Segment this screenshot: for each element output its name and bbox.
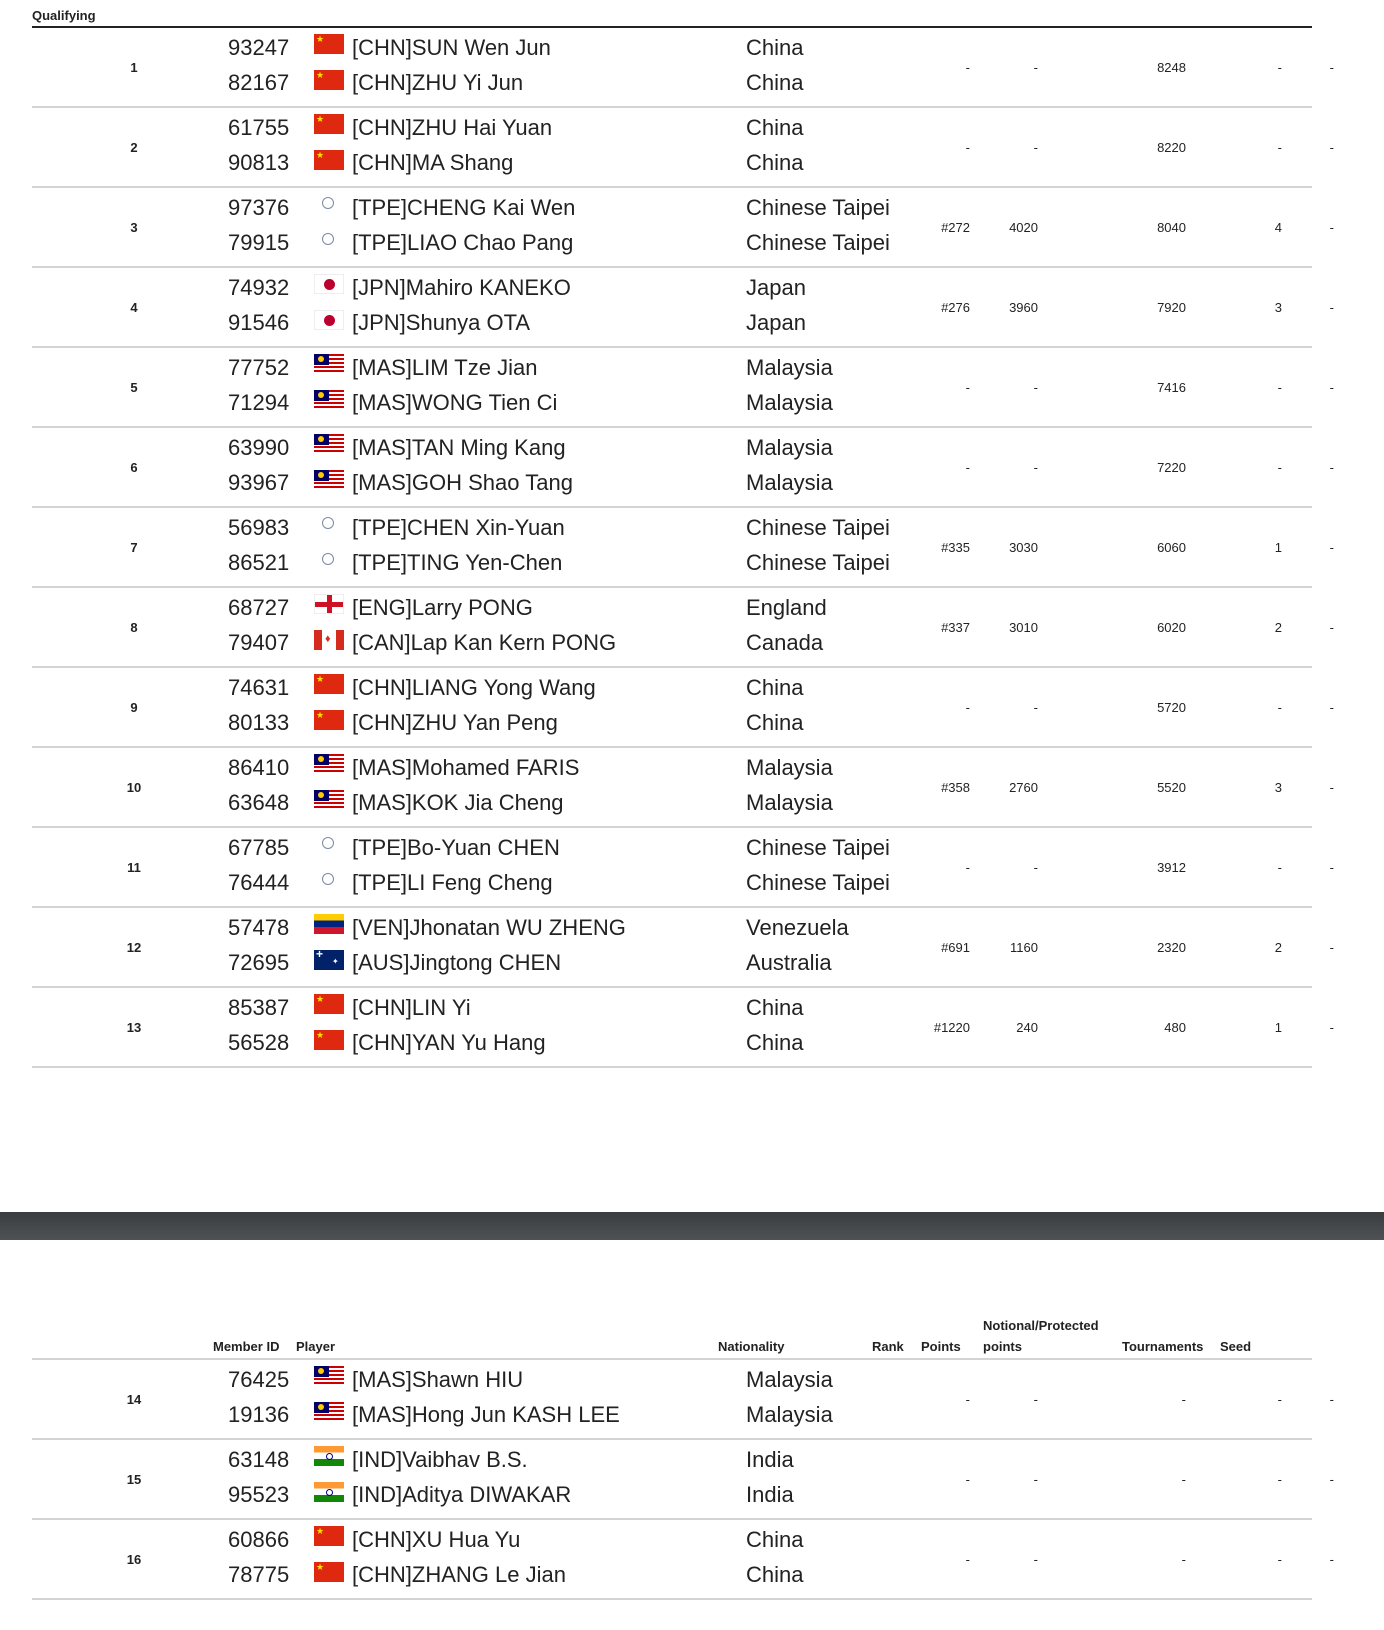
rank-value: - xyxy=(965,700,970,715)
member-id: 93967 xyxy=(228,470,290,495)
member-id: 86521 xyxy=(228,550,290,575)
chn-flag-icon xyxy=(314,1526,344,1546)
rank-value: - xyxy=(965,380,970,395)
ind-flag-icon xyxy=(314,1482,344,1502)
mas-flag-icon xyxy=(314,1402,344,1422)
member-id: 60866 xyxy=(228,1527,290,1552)
mas-flag-icon xyxy=(314,390,344,410)
member-id: 71294 xyxy=(228,390,290,415)
rank-value: - xyxy=(965,1472,970,1487)
member-id: 93247 xyxy=(228,35,290,60)
player-name-link[interactable]: [TPE]LIAO Chao Pang xyxy=(352,230,574,255)
rank-value: - xyxy=(965,1392,970,1407)
can-flag-icon xyxy=(314,630,344,650)
notional-points-value: 7416 xyxy=(1157,380,1186,395)
position: 12 xyxy=(126,940,142,955)
player-name-link[interactable]: [CHN]ZHANG Le Jian xyxy=(352,1562,566,1587)
player-name-link[interactable]: [VEN]Jhonatan WU ZHENG xyxy=(352,915,626,940)
nationality: Canada xyxy=(746,630,824,655)
points-value: 4020 xyxy=(1009,220,1038,235)
member-id: 90813 xyxy=(228,150,290,175)
tournaments-value: - xyxy=(1277,460,1282,475)
seed-value: - xyxy=(1329,540,1334,555)
table-row xyxy=(32,28,1334,108)
table-row xyxy=(32,668,1334,748)
rank-value: - xyxy=(965,140,970,155)
member-id: 67785 xyxy=(228,835,290,860)
rank-value: - xyxy=(965,60,970,75)
table-row xyxy=(32,988,1334,1068)
table-row xyxy=(32,1360,1334,1440)
position: 11 xyxy=(127,860,141,875)
member-id: 95523 xyxy=(228,1482,290,1507)
position: 13 xyxy=(126,1020,142,1035)
nationality: China xyxy=(746,150,804,175)
points-value: 2760 xyxy=(1009,780,1038,795)
nationality: China xyxy=(746,995,804,1020)
nationality: Australia xyxy=(746,950,832,975)
col-seed[interactable]: Seed xyxy=(1220,1339,1252,1354)
position: 15 xyxy=(126,1472,142,1487)
position: 16 xyxy=(126,1552,142,1567)
nationality: Japan xyxy=(746,275,806,300)
member-id: 79915 xyxy=(228,230,290,255)
col-notional-1[interactable]: Notional/Protected xyxy=(983,1318,1099,1333)
tournaments-value: 1 xyxy=(1274,540,1282,555)
player-name-link[interactable]: [CHN]ZHU Yi Jun xyxy=(352,70,524,95)
nationality: Chinese Taipei xyxy=(746,835,890,860)
table-row xyxy=(32,428,1334,508)
seed-value: - xyxy=(1329,1392,1334,1407)
table-row xyxy=(32,268,1334,348)
nationality: Malaysia xyxy=(746,470,833,495)
points-value: - xyxy=(1033,380,1038,395)
page-divider-band xyxy=(0,1212,1384,1240)
seed-value: - xyxy=(1329,860,1334,875)
member-id: 80133 xyxy=(228,710,290,735)
player-name-link[interactable]: [CHN]SUN Wen Jun xyxy=(352,35,551,60)
rank-value: #1220 xyxy=(933,1020,970,1035)
tournaments-value: 3 xyxy=(1274,780,1282,795)
tournaments-value: 1 xyxy=(1274,1020,1282,1035)
tournaments-value: - xyxy=(1277,1472,1282,1487)
col-points[interactable]: Points xyxy=(921,1339,961,1354)
rank-value: - xyxy=(965,860,970,875)
member-id: 76425 xyxy=(228,1367,290,1392)
jpn-flag-icon xyxy=(314,310,344,330)
chn-flag-icon xyxy=(314,114,344,134)
table-row xyxy=(32,1520,1334,1600)
position: 1 xyxy=(130,60,138,75)
table-row xyxy=(32,588,1334,668)
tournaments-value: 4 xyxy=(1274,220,1282,235)
aus-flag-icon xyxy=(314,950,344,970)
player-name-link[interactable]: [CHN]ZHU Hai Yuan xyxy=(352,115,553,140)
nationality: Malaysia xyxy=(746,355,833,380)
tournaments-value: - xyxy=(1277,700,1282,715)
rank-value: - xyxy=(965,1552,970,1567)
nationality: India xyxy=(746,1447,794,1472)
mas-flag-icon xyxy=(314,1366,344,1386)
player-name-link[interactable]: [CHN]XU Hua Yu xyxy=(352,1527,521,1552)
rank-value: #335 xyxy=(941,540,970,555)
player-name-link[interactable]: [MAS]Mohamed FARIS xyxy=(352,755,580,780)
points-value: 3010 xyxy=(1009,620,1038,635)
chn-flag-icon xyxy=(314,674,344,694)
player-name-link[interactable]: [TPE]CHEN Xin-Yuan xyxy=(352,515,565,540)
chn-flag-icon xyxy=(314,994,344,1014)
chn-flag-icon xyxy=(314,710,344,730)
player-name-link[interactable]: [IND]Aditya DIWAKAR xyxy=(352,1482,572,1507)
nationality: Chinese Taipei xyxy=(746,550,890,575)
nationality: China xyxy=(746,1030,804,1055)
nationality: Malaysia xyxy=(746,1367,833,1392)
chn-flag-icon xyxy=(314,1030,344,1050)
member-id: 82167 xyxy=(228,70,290,95)
points-value: - xyxy=(1033,1552,1038,1567)
col-nationality[interactable]: Nationality xyxy=(718,1339,785,1354)
player-name-link[interactable]: [TPE]TING Yen-Chen xyxy=(352,550,563,575)
notional-points-value: - xyxy=(1181,1392,1186,1407)
nationality: China xyxy=(746,710,804,735)
section-label: Qualifying xyxy=(32,8,96,23)
nationality: Chinese Taipei xyxy=(746,230,890,255)
seed-value: - xyxy=(1329,60,1334,75)
nationality: China xyxy=(746,70,804,95)
tpe-flag-icon xyxy=(314,194,344,214)
ind-flag-icon xyxy=(314,1446,344,1466)
member-id: 74631 xyxy=(228,675,290,700)
points-value: - xyxy=(1033,460,1038,475)
seed-value: - xyxy=(1329,220,1334,235)
nationality: China xyxy=(746,1527,804,1552)
notional-points-value: 8220 xyxy=(1157,140,1186,155)
table-row xyxy=(32,908,1334,988)
member-id: 78775 xyxy=(228,1562,290,1587)
member-id: 91546 xyxy=(228,310,290,335)
member-id: 56528 xyxy=(228,1030,290,1055)
nationality: Japan xyxy=(746,310,806,335)
notional-points-value: 7920 xyxy=(1157,300,1186,315)
chn-flag-icon xyxy=(314,150,344,170)
member-id: 63148 xyxy=(228,1447,290,1472)
seed-value: - xyxy=(1329,620,1334,635)
tournaments-value: - xyxy=(1277,140,1282,155)
member-id: 63648 xyxy=(228,790,290,815)
nationality: China xyxy=(746,115,804,140)
tournaments-value: - xyxy=(1277,380,1282,395)
col-notional-2[interactable]: points xyxy=(983,1339,1022,1354)
mas-flag-icon xyxy=(314,434,344,454)
member-id: 63990 xyxy=(228,435,290,460)
points-value: 240 xyxy=(1016,1020,1038,1035)
nationality: Chinese Taipei xyxy=(746,515,890,540)
player-name-link[interactable]: [TPE]LI Feng Cheng xyxy=(352,870,553,895)
table-row xyxy=(32,748,1334,828)
nationality: Chinese Taipei xyxy=(746,195,890,220)
member-id: 56983 xyxy=(228,515,290,540)
nationality: Malaysia xyxy=(746,390,833,415)
nationality: Malaysia xyxy=(746,755,833,780)
nationality: Malaysia xyxy=(746,1402,833,1427)
seed-value: - xyxy=(1329,1020,1334,1035)
player-name-link[interactable]: [TPE]Bo-Yuan CHEN xyxy=(352,835,560,860)
tournaments-value: - xyxy=(1277,60,1282,75)
position: 2 xyxy=(130,140,138,155)
tournaments-value: - xyxy=(1277,1552,1282,1567)
chn-flag-icon xyxy=(314,34,344,54)
player-name-link[interactable]: [CHN]YAN Yu Hang xyxy=(352,1030,546,1055)
notional-points-value: 3912 xyxy=(1157,860,1186,875)
tournaments-value: 3 xyxy=(1274,300,1282,315)
nationality: Chinese Taipei xyxy=(746,870,890,895)
mas-flag-icon xyxy=(314,754,344,774)
player-name-link[interactable]: [MAS]KOK Jia Cheng xyxy=(352,790,564,815)
player-name-link[interactable]: [CHN]MA Shang xyxy=(352,150,514,175)
tournaments-value: - xyxy=(1277,1392,1282,1407)
notional-points-value: - xyxy=(1181,1552,1186,1567)
mas-flag-icon xyxy=(314,354,344,374)
member-id: 97376 xyxy=(228,195,290,220)
qualifying-table-1 xyxy=(32,28,1334,1068)
table-header xyxy=(32,1318,1312,1360)
points-value: - xyxy=(1033,1472,1038,1487)
mas-flag-icon xyxy=(314,790,344,810)
notional-points-value: 8248 xyxy=(1157,60,1186,75)
seed-value: - xyxy=(1329,780,1334,795)
col-rank[interactable]: Rank xyxy=(872,1339,904,1354)
position: 14 xyxy=(126,1392,142,1407)
seed-value: - xyxy=(1329,1552,1334,1567)
points-value: 3960 xyxy=(1009,300,1038,315)
player-name-link[interactable]: [JPN]Shunya OTA xyxy=(352,310,531,335)
eng-flag-icon xyxy=(314,594,344,614)
member-id: 85387 xyxy=(228,995,290,1020)
position: 7 xyxy=(130,540,138,555)
tpe-flag-icon xyxy=(314,834,344,854)
rank-value: - xyxy=(965,460,970,475)
player-name-link[interactable]: [CAN]Lap Kan Kern PONG xyxy=(352,630,617,655)
player-name-link[interactable]: [MAS]Hong Jun KASH LEE xyxy=(352,1402,620,1427)
table-row xyxy=(32,108,1334,188)
points-value: 3030 xyxy=(1009,540,1038,555)
position: 4 xyxy=(130,300,138,315)
table-row xyxy=(32,1440,1334,1520)
qualifying-table-2 xyxy=(32,1360,1334,1600)
tpe-flag-icon xyxy=(314,230,344,250)
seed-value: - xyxy=(1329,140,1334,155)
member-id: 19136 xyxy=(228,1402,290,1427)
notional-points-value: 7220 xyxy=(1157,460,1186,475)
points-value: - xyxy=(1033,60,1038,75)
notional-points-value: 5720 xyxy=(1157,700,1186,715)
player-name-link[interactable]: [MAS]TAN Ming Kang xyxy=(352,435,566,460)
player-name-link[interactable]: [MAS]WONG Tien Ci xyxy=(352,390,558,415)
position: 6 xyxy=(130,460,138,475)
notional-points-value: - xyxy=(1181,1472,1186,1487)
nationality: China xyxy=(746,675,804,700)
member-id: 57478 xyxy=(228,915,290,940)
seed-value: - xyxy=(1329,380,1334,395)
notional-points-value: 2320 xyxy=(1157,940,1186,955)
table-row xyxy=(32,348,1334,428)
seed-value: - xyxy=(1329,300,1334,315)
position: 10 xyxy=(126,780,142,795)
rank-value: #276 xyxy=(941,300,970,315)
col-member-id[interactable]: Member ID xyxy=(213,1339,280,1354)
nationality: India xyxy=(746,1482,794,1507)
member-id: 76444 xyxy=(228,870,290,895)
member-id: 61755 xyxy=(228,115,290,140)
player-name-link[interactable]: [CHN]LIANG Yong Wang xyxy=(352,675,596,700)
tpe-flag-icon xyxy=(314,550,344,570)
player-name-link[interactable]: [MAS]Shawn HIU xyxy=(352,1367,524,1392)
col-tournaments[interactable]: Tournaments xyxy=(1122,1339,1204,1354)
nationality: England xyxy=(746,595,827,620)
player-name-link[interactable]: [JPN]Mahiro KANEKO xyxy=(352,275,571,300)
notional-points-value: 6060 xyxy=(1157,540,1186,555)
member-id: 72695 xyxy=(228,950,290,975)
player-name-link[interactable]: [CHN]ZHU Yan Peng xyxy=(352,710,558,735)
player-name-link[interactable]: [MAS]GOH Shao Tang xyxy=(352,470,573,495)
nationality: Venezuela xyxy=(746,915,849,940)
player-name-link[interactable]: [TPE]CHENG Kai Wen xyxy=(352,195,576,220)
player-name-link[interactable]: [MAS]LIM Tze Jian xyxy=(352,355,538,380)
points-value: 1160 xyxy=(1010,940,1038,955)
notional-points-value: 5520 xyxy=(1157,780,1186,795)
chn-flag-icon xyxy=(314,70,344,90)
notional-points-value: 8040 xyxy=(1157,220,1186,235)
points-value: - xyxy=(1033,140,1038,155)
member-id: 86410 xyxy=(228,755,290,780)
points-value: - xyxy=(1033,700,1038,715)
player-name-link[interactable]: [ENG]Larry PONG xyxy=(352,595,533,620)
position: 8 xyxy=(130,620,138,635)
position: 9 xyxy=(130,700,138,715)
table-row xyxy=(32,508,1334,588)
ven-flag-icon xyxy=(314,914,344,934)
nationality: Malaysia xyxy=(746,790,833,815)
seed-value: - xyxy=(1329,940,1334,955)
position: 5 xyxy=(130,380,138,395)
seed-value: - xyxy=(1329,460,1334,475)
member-id: 68727 xyxy=(228,595,290,620)
tournaments-value: - xyxy=(1277,860,1282,875)
jpn-flag-icon xyxy=(314,274,344,294)
player-name-link[interactable]: [IND]Vaibhav B.S. xyxy=(352,1447,528,1472)
tournaments-value: 2 xyxy=(1274,940,1282,955)
mas-flag-icon xyxy=(314,470,344,490)
rank-value: #691 xyxy=(941,940,970,955)
seed-value: - xyxy=(1329,700,1334,715)
position: 3 xyxy=(130,220,138,235)
player-name-link[interactable]: [CHN]LIN Yi xyxy=(352,995,471,1020)
player-name-link[interactable]: [AUS]Jingtong CHEN xyxy=(352,950,562,975)
tpe-flag-icon xyxy=(314,870,344,890)
rank-value: #337 xyxy=(941,620,970,635)
nationality: China xyxy=(746,1562,804,1587)
col-player[interactable]: Player xyxy=(296,1339,336,1354)
member-id: 79407 xyxy=(228,630,290,655)
points-value: - xyxy=(1033,860,1038,875)
nationality: China xyxy=(746,35,804,60)
notional-points-value: 480 xyxy=(1164,1020,1186,1035)
nationality: Malaysia xyxy=(746,435,833,460)
member-id: 77752 xyxy=(228,355,290,380)
table-row xyxy=(32,828,1334,908)
rank-value: #272 xyxy=(941,220,970,235)
chn-flag-icon xyxy=(314,1562,344,1582)
points-value: - xyxy=(1033,1392,1038,1407)
notional-points-value: 6020 xyxy=(1157,620,1186,635)
rank-value: #358 xyxy=(941,780,970,795)
tournaments-value: 2 xyxy=(1274,620,1282,635)
member-id: 74932 xyxy=(228,275,290,300)
table-row xyxy=(32,188,1334,268)
seed-value: - xyxy=(1329,1472,1334,1487)
tpe-flag-icon xyxy=(314,514,344,534)
